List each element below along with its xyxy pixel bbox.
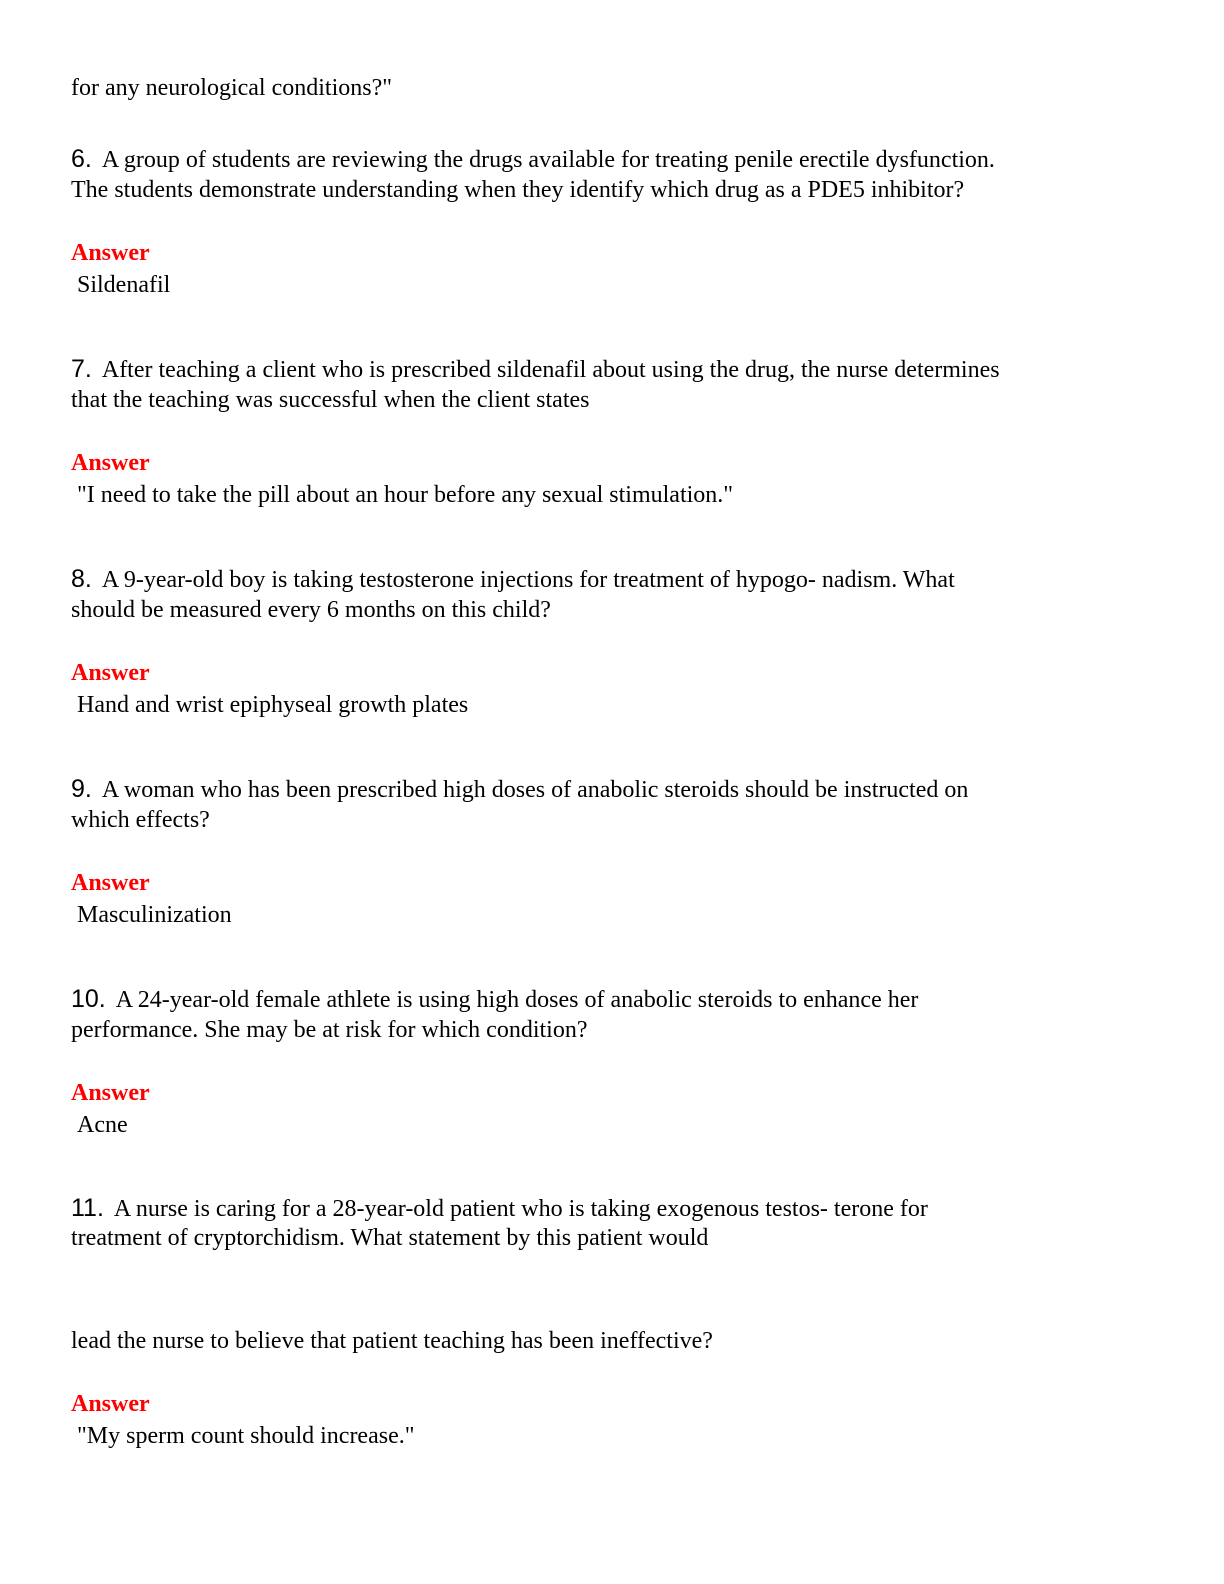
answer-7: "I need to take the pill about an hour before any sexual stimulation." — [77, 482, 734, 508]
question-10-text-2: performance. She may be at risk for which condition? — [71, 1017, 588, 1043]
answer-label-7: Answer — [71, 450, 150, 476]
question-7-number: 7. — [71, 355, 92, 383]
question-11-text-2: treatment of cryptorchidism. What statement by this patient would — [71, 1225, 709, 1251]
question-6-text-2: The students demonstrate understanding when they identify which drug as a PDE5 inhibitor? — [71, 177, 965, 203]
question-8-text-2: should be measured every 6 months on this child? — [71, 597, 551, 623]
question-10-line-1 — [71, 984, 918, 1015]
question-10-number: 10. — [71, 985, 106, 1013]
question-11-text-1: A nurse is caring for a 28-year-old patient who is taking exogenous testos- terone for — [113, 1196, 928, 1222]
answer-8: Hand and wrist epiphyseal growth plates — [77, 692, 469, 718]
question-6-number: 6. — [71, 145, 92, 173]
answer-label-10: Answer — [71, 1080, 150, 1106]
question-9-line-1 — [71, 774, 968, 805]
question-9-number: 9. — [71, 775, 92, 803]
answer-9: Masculinization — [77, 902, 232, 928]
answer-11: "My sperm count should increase." — [77, 1423, 415, 1449]
answer-10: Acne — [77, 1112, 128, 1138]
question-7-text-2: that the teaching was successful when the client states — [71, 387, 590, 413]
question-7-text-1: After teaching a client who is prescribed sildenafil about using the drug, the nurse determines — [101, 357, 1000, 383]
question-8-number: 8. — [71, 565, 92, 593]
question-11-number: 11. — [71, 1194, 104, 1222]
answer-label-8: Answer — [71, 660, 150, 686]
question-6-text-1: A group of students are reviewing the drugs available for treating penile erectile dysfunction. — [101, 147, 995, 173]
question-10-text-1: A 24-year-old female athlete is using high doses of anabolic steroids to enhance her — [115, 987, 919, 1013]
question-6-line-1 — [71, 144, 995, 175]
answer-label-11: Answer — [71, 1391, 150, 1417]
answer-label-9: Answer — [71, 870, 150, 896]
question-8-line-1 — [71, 564, 955, 595]
question-11-text-3: lead the nurse to believe that patient teaching has been ineffective? — [71, 1328, 713, 1354]
question-9-text-1: A woman who has been prescribed high doses of anabolic steroids should be instructed on — [101, 777, 969, 803]
question-7-line-1 — [71, 354, 1000, 385]
continuation-text: for any neurological conditions?" — [71, 75, 393, 101]
question-9-text-2: which effects? — [71, 807, 210, 833]
question-8-text-1: A 9-year-old boy is taking testosterone injections for treatment of hypogo- nadism. What — [101, 567, 955, 593]
answer-label-6: Answer — [71, 240, 150, 266]
answer-6: Sildenafil — [77, 272, 171, 298]
question-11-line-1 — [71, 1193, 928, 1224]
